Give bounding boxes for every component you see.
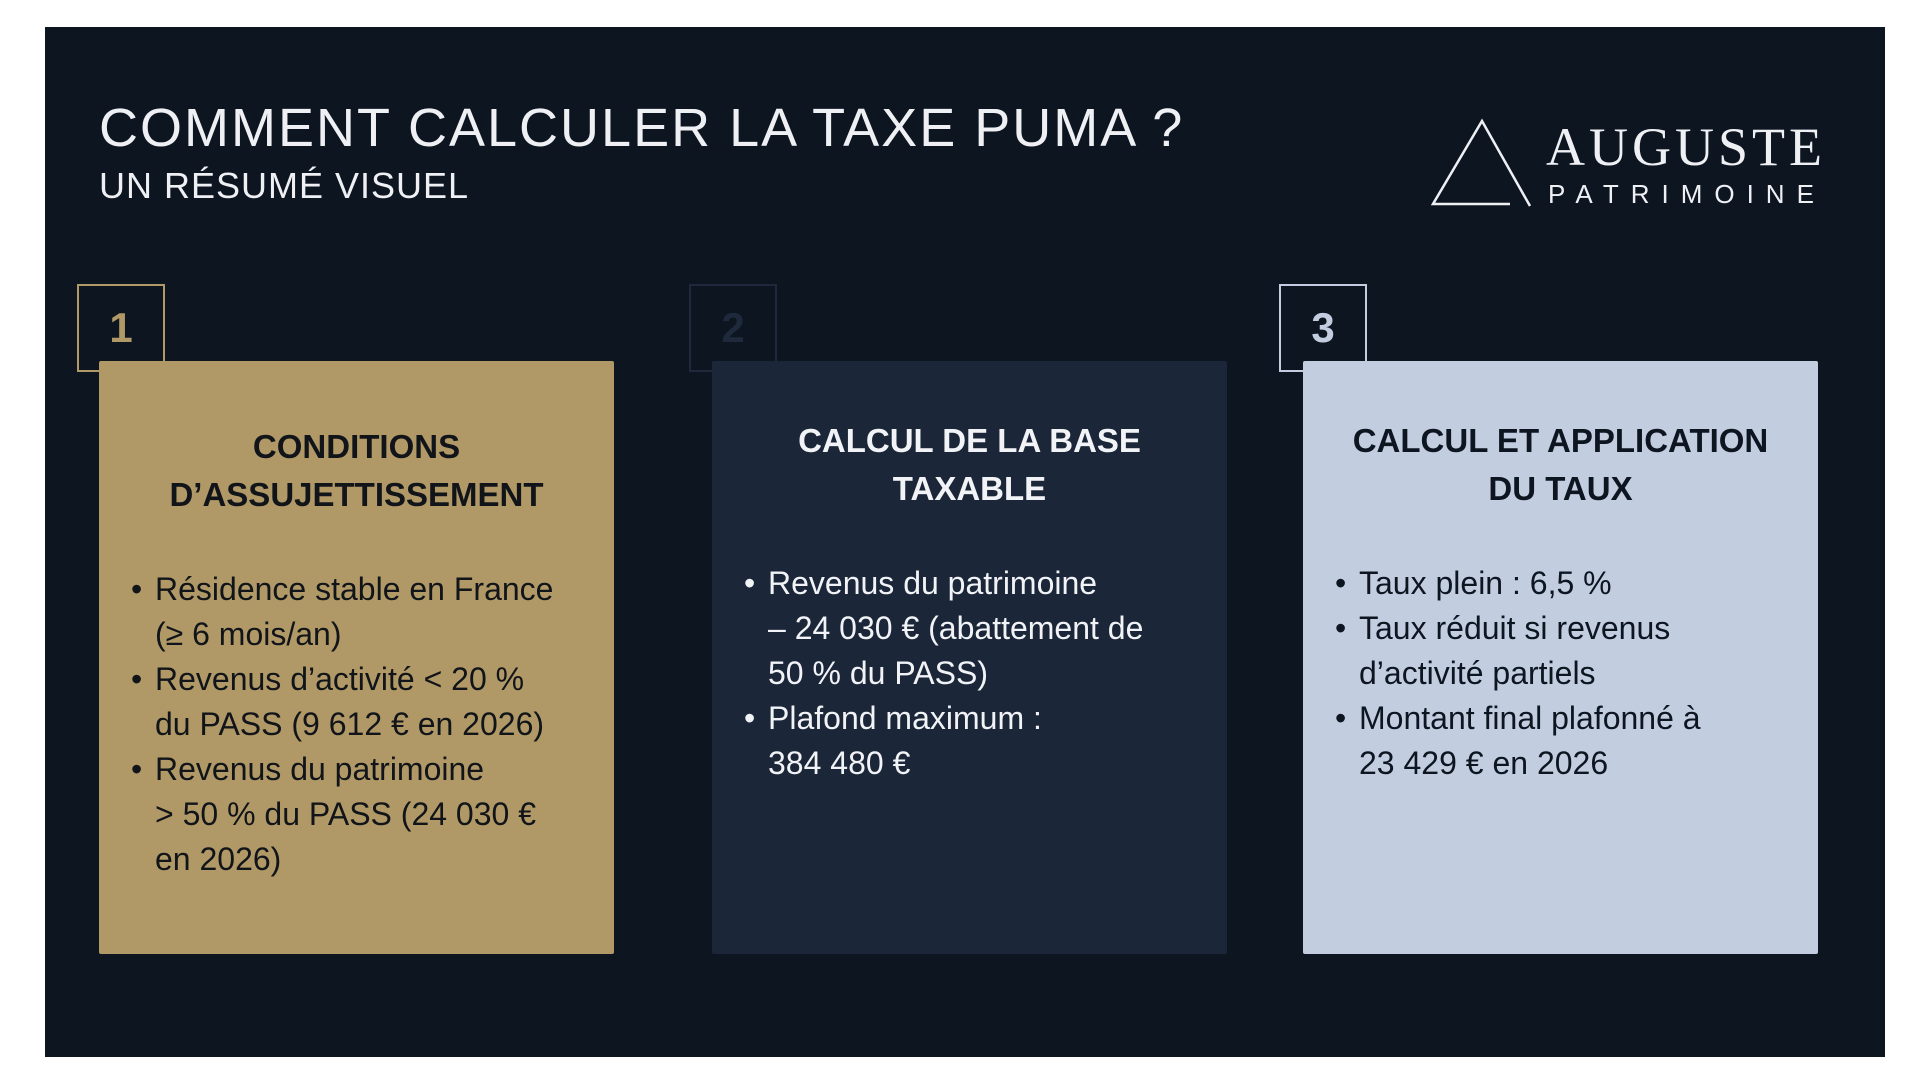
card-bullet-list bbox=[131, 567, 604, 882]
logo-subname: PATRIMOINE bbox=[1548, 179, 1826, 209]
step-card-base-taxable bbox=[712, 361, 1227, 954]
list-item: • Taux réduit si revenus d’activité partiels bbox=[1335, 606, 1808, 696]
list-item: • Revenus du patrimoine – 24 030 € (abattement de 50 % du PASS) bbox=[744, 561, 1217, 696]
triangle-logo-icon bbox=[1430, 118, 1534, 208]
infographic-slide bbox=[45, 27, 1885, 1057]
list-item: • Taux plein : 6,5 % bbox=[1335, 561, 1808, 606]
list-item: • Revenus d’activité < 20 % du PASS (9 612 € en 2026) bbox=[131, 657, 604, 747]
list-item: • Résidence stable en France (≥ 6 mois/an) bbox=[131, 567, 604, 657]
list-item: • Revenus du patrimoine > 50 % du PASS (24 030 € en 2026) bbox=[131, 747, 604, 882]
card-bullet-list bbox=[744, 561, 1217, 786]
step-number-1: 1 bbox=[77, 284, 165, 372]
step-card-conditions bbox=[99, 361, 614, 954]
auguste-patrimoine-logo bbox=[1430, 92, 1830, 212]
card-title: CALCUL ET APPLICATION DU TAUX bbox=[1352, 422, 1769, 507]
logo-name: AUGUSTE bbox=[1546, 117, 1826, 177]
card-title: CALCUL DE LA BASE TAXABLE bbox=[798, 422, 1141, 507]
page-subtitle: UN RÉSUMÉ VISUEL bbox=[99, 165, 470, 206]
step-number-2: 2 bbox=[689, 284, 777, 372]
step-card-taux bbox=[1303, 361, 1818, 954]
card-title: CONDITIONS D’ASSUJETTISSEMENT bbox=[169, 428, 544, 513]
card-bullet-list bbox=[1335, 561, 1808, 786]
list-item: • Montant final plafonné à 23 429 € en 2026 bbox=[1335, 696, 1808, 786]
list-item: • Plafond maximum : 384 480 € bbox=[744, 696, 1217, 786]
page-title: COMMENT CALCULER LA TAXE PUMA ? bbox=[99, 98, 1185, 158]
step-number-3: 3 bbox=[1279, 284, 1367, 372]
